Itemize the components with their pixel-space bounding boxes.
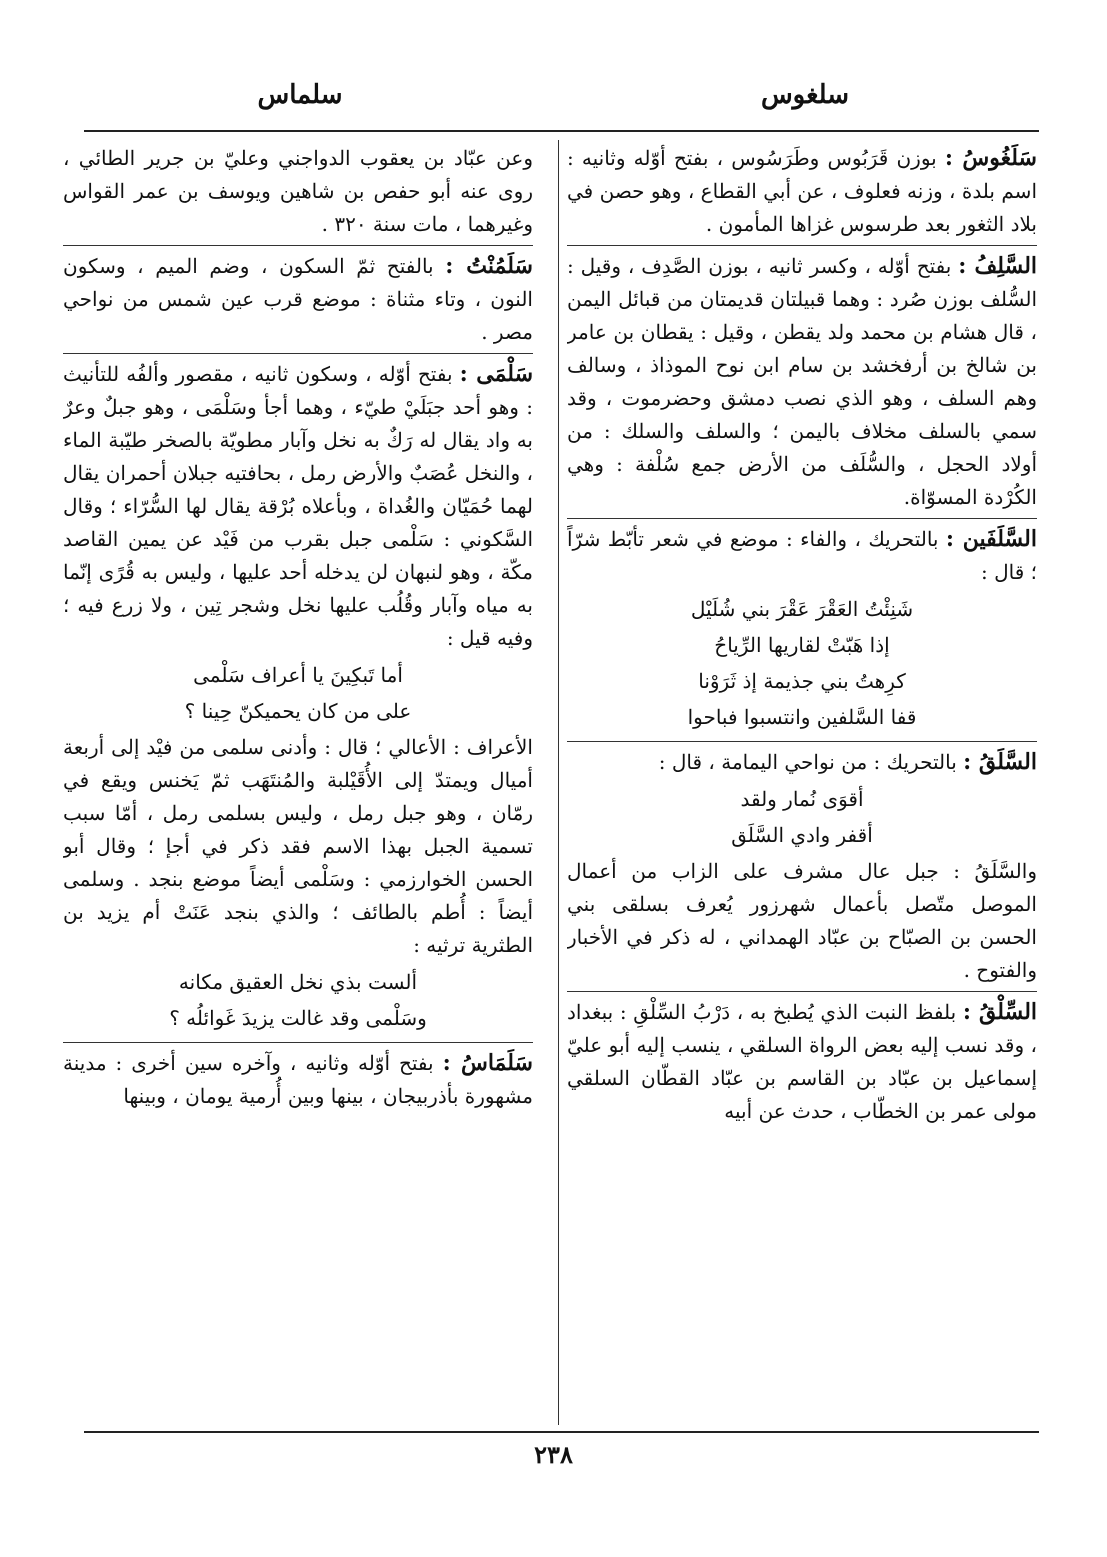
entry-assalaq xyxy=(567,741,1037,991)
verse-line: أقفر وادي السَّلَق xyxy=(731,823,873,847)
entry-text: بفتح أوّله ، وسكون ثانيه ، مقصور وألفُه للتأنيث : وهو أحد جبَلَيْ طيّء ، وهما أجأ وسَلْمَى ، وهو جبلٌ وعرٌ به واد يقال له رَكٌ به نخل وآبار مطويّة بالصخر طيّبة الماء ، والنخل عُصَبٌ والأرض رمل ، بحافتيه جبلان أحمران يقال لهما حُمَيّان والغُداة ، وبأعلاه بُرْقة يقال لها السُّرّاء ؛ وقال السَّكوني : سَلْمى جبل بقرب من فَيْد عن يمين القاصد مكّة ، وهو لنبهان لن يدخله أحد عليها ، وليس به قُرًى إنّما به مياه وآبار وقُلُب عليها نخل وشجر تِين ، ولا زرع فيه ؛ وفيه قيل : xyxy=(63,362,533,650)
verse-line: على من كان يحميكنّ حِينا ؟ xyxy=(184,699,412,723)
entry-headword: السَّلِفُ : xyxy=(958,253,1037,279)
entry-text: بالفتح ثمّ السكون ، وضم الميم ، وسكون النون ، وتاء مثناة : موضع قرب عين شمس من نواحي مصر . xyxy=(63,254,533,344)
entry-headword: سَلْمَى : xyxy=(459,361,533,387)
left-column xyxy=(63,140,533,1425)
verse-line: قفا السَّلفين وانتسبوا فباحوا xyxy=(687,705,917,729)
entry-salamas xyxy=(63,1042,533,1117)
poem-verses xyxy=(567,781,1037,853)
verse-line: أقوَى نُمار ولقد xyxy=(740,787,864,811)
verse-line: ألست بذي نخل العقيق مكانه xyxy=(178,970,418,994)
column-divider xyxy=(558,140,559,1425)
page-number: ٢٣٨ xyxy=(534,1440,573,1469)
verse-line: أما تَبكِينَ يا أعراف سَلْمى xyxy=(193,663,403,687)
entry-headword: السِّلْقُ : xyxy=(962,999,1037,1025)
entry-headword: سَلَمَاسُ : xyxy=(442,1050,533,1076)
entry-salamunt xyxy=(63,245,533,353)
entry-headword: سَلَغُوسُ : xyxy=(944,145,1037,171)
header-rule xyxy=(84,130,1039,132)
entry-text: بالتحريك ، والفاء : موضع في شعر تأبّط شرّاً ؛ قال : xyxy=(567,527,1037,584)
entry-text: بالتحريك : من نواحي اليمامة ، قال : xyxy=(658,750,957,774)
entry-text: وعن عبّاد بن يعقوب الدواجني وعليّ بن جرير الطائي ، روى عنه أبو حفص بن شاهين ويوسف بن عمر القواس وغيرهما ، مات سنة ٣٢٠ . xyxy=(63,146,533,236)
entry-salaghus xyxy=(567,140,1037,245)
running-header-left: سلماس xyxy=(257,80,343,110)
entry-headword: سَلَمُنْتُ : xyxy=(445,253,533,279)
right-column xyxy=(567,140,1037,1425)
entry-salma xyxy=(63,353,533,1042)
entry-text: بلفظ النبت الذي يُطبخ به ، دَرْبُ السِّلْقِ : ببغداد ، وقد نسب إليه بعض الرواة السلقي ، ينسب إليه أبو عليّ إسماعيل بن عبّاد بن القاسم بن عبّاد القطّان السلقي مولى عمر بن الخطّاب ، حدث عن أبيه xyxy=(567,1000,1037,1123)
entry-headword: السَّلَقُ : xyxy=(963,749,1037,775)
entry-assilq xyxy=(567,991,1037,1132)
verse-line: كرِهتُ بني جذيمة إذ ثَرَوْنا xyxy=(698,669,906,693)
poem-verses xyxy=(63,657,533,729)
entry-text: بوزن قَرَبُوس وطَرَسُوس ، بفتح أوّله وثانيه : اسم بلدة ، وزنه فعلوف ، عن أبي القطاع ، وهو حصن في بلاد الثغور بعد طرسوس غزاها المأمون . xyxy=(567,146,1037,236)
entry-text: الأعراف : الأعالي ؛ قال : وأدنى سلمى من فيْد إلى أربعة أميال ويمتدّ إلى الأُقَيْلبة والمُنتَهَب ثمّ يَخنس ويقع في رمّان ، وهو جبل رمل ، وليس بسلمى رمل ، أمّا سبب تسمية الجبل بهذا الاسم فقد ذكر في أجإ ؛ وقال أبو الحسن الخوارزمي : وسَلْمى أيضاً موضع بنجد . وسلمى أيضاً : أُطم بالطائف ؛ والذي بنجد عَنَتْ أم يزيد بن الطثرية ترثيه : xyxy=(63,735,533,957)
verse-line: وسَلْمى وقد غالت يزيدَ غَوائلُه ؟ xyxy=(169,1006,427,1030)
poem-verses xyxy=(63,964,533,1036)
poem-verses xyxy=(567,591,1037,735)
entry-text: بفتح أوّله وثانيه ، وآخره سين أخرى : مدينة مشهورة بأذربيجان ، بينها وبين أُرمية يومان ، وبينها xyxy=(63,1051,533,1108)
entry-text: والسَّلَقُ : جبل عال مشرف على الزاب من أعمال الموصل متّصل بأعمال شهرزور يُعرف بسلقى بني الحسن بن الصبّاح بن عبّاد الهمداني ، له ذكر في الأخبار والفتوح . xyxy=(567,859,1037,982)
entry-text: بفتح أوّله ، وكسر ثانيه ، بوزن الصَّدِف ، وقيل : السُّلف بوزن صُرد : وهما قبيلتان قديمتان من قبائل اليمن ، قال هشام بن محمد ولد يقطن ، وقيل : يقطان بن عامر بن شالخ بن أرفخشد بن سام ابن نوح الموذاذ ، وسالف وهم السلف ، وهو الذي نصب دمشق وحضرموت ، وقد سمي بالسلف مخلاف باليمن ؛ والسلف والسلك : من أولاد الحجل ، والسُّلَف من الأرض جمع سُلْفة : وهي الكُرْدة المسوّاة. xyxy=(567,254,1037,509)
entry-headword: السَّلَفَين : xyxy=(945,526,1037,552)
verse-line: إذا هَبّتْ لقاريها الرِّياحُ xyxy=(714,633,890,657)
entry-continuation xyxy=(63,140,533,245)
verse-line: شَنِئْتُ العَقْرَ عَقْرَ بني شُلَيْل xyxy=(690,597,914,621)
footer-rule xyxy=(84,1431,1039,1433)
entry-assalif xyxy=(567,245,1037,518)
running-header-right: سلغوس xyxy=(760,80,850,110)
entry-assalafayn xyxy=(567,518,1037,741)
